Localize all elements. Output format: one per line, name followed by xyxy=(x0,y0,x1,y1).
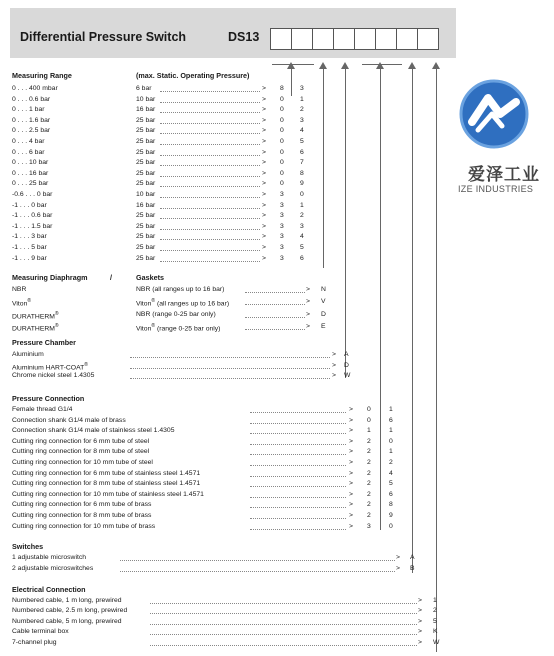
arrow-glyph: > xyxy=(418,617,422,625)
code-digit: 9 xyxy=(389,512,393,519)
code-digit: 0 xyxy=(367,406,371,413)
diaphragm-label xyxy=(12,310,59,321)
dotted-leader xyxy=(120,566,395,572)
pressure-label: 25 bar xyxy=(136,159,156,167)
range-label: 0 . . . 2.5 bar xyxy=(12,127,51,135)
code-digit: 6 xyxy=(300,148,304,156)
connection-label: Connection shank G1/4 male of brass xyxy=(12,416,126,424)
switch-label: 2 adjustable microswitches xyxy=(12,564,94,572)
pressure-label: 25 bar xyxy=(136,254,156,262)
code-letter: W xyxy=(433,638,440,646)
arrow-glyph: > xyxy=(262,191,266,198)
code-digit: 1 xyxy=(389,406,393,413)
chamber-text: Chrome nickel steel 1.4305 xyxy=(12,372,95,380)
code-digit: 2 xyxy=(367,512,371,519)
pressure-label: 6 bar xyxy=(136,85,152,92)
code-digit: 4 xyxy=(389,469,393,477)
arrow-glyph: > xyxy=(262,116,266,124)
arrow-glyph: > xyxy=(262,244,266,251)
pressure-label: 25 bar xyxy=(136,244,156,251)
pressure-label: 25 bar xyxy=(136,138,156,145)
dotted-leader xyxy=(250,481,346,487)
dotted-leader xyxy=(160,181,260,187)
dotted-leader xyxy=(245,287,305,293)
connection-label: Cutting ring connection for 6 mm tube of steel xyxy=(12,437,150,445)
gasket-text: NBR (range 0-25 bar only) xyxy=(136,310,216,318)
range-label: 0 . . . 6 bar xyxy=(12,148,45,156)
dotted-leader xyxy=(160,128,260,134)
registered-mark: ® xyxy=(84,361,88,368)
arrow-glyph: > xyxy=(262,169,266,177)
bracket-line xyxy=(272,64,314,65)
dotted-leader xyxy=(250,428,346,434)
code-digit: 5 xyxy=(300,244,304,251)
dotted-leader xyxy=(160,97,260,103)
code-digit: 0 xyxy=(389,522,393,530)
code-digit: 0 xyxy=(389,437,393,445)
code-digit: 4 xyxy=(300,127,304,135)
measuring-range-heading: Measuring Range xyxy=(12,71,72,80)
registered-mark: ® xyxy=(54,310,59,317)
code-digit: 7 xyxy=(300,159,304,167)
code-letter: K xyxy=(433,628,438,636)
dotted-leader xyxy=(250,513,346,519)
arrow-glyph: > xyxy=(418,638,422,646)
code-digit: 2 xyxy=(367,469,371,477)
arrow-glyph: > xyxy=(349,480,353,488)
connection-label: Connection shank G1/4 male of stainless steel 1.4305 xyxy=(12,427,175,435)
pressure-label: 10 bar xyxy=(136,191,156,198)
gasket-label xyxy=(136,310,216,319)
code-digit: 8 xyxy=(280,85,284,92)
dotted-leader xyxy=(250,418,346,424)
range-label: 0 . . . 4 bar xyxy=(12,138,45,145)
arrow-glyph: > xyxy=(332,361,336,369)
code-letter: E xyxy=(321,323,326,331)
code-digit: 0 xyxy=(280,148,284,156)
dotted-leader xyxy=(245,299,305,305)
pressure-label: 25 bar xyxy=(136,180,156,188)
connector-line xyxy=(412,68,413,573)
dotted-leader xyxy=(160,203,260,209)
pressure-label: 25 bar xyxy=(136,148,156,156)
code-digit: 3 xyxy=(280,212,284,220)
code-letter: N xyxy=(321,286,326,293)
code-digit: 2 xyxy=(367,437,371,445)
arrow-glyph: > xyxy=(349,448,353,456)
dotted-leader xyxy=(160,224,260,230)
gaskets-heading: Gaskets xyxy=(136,273,164,282)
dotted-leader xyxy=(250,407,346,413)
diaphragm-text: NBR xyxy=(12,286,27,293)
arrow-glyph: > xyxy=(262,180,266,188)
code-digit: 3 xyxy=(280,201,284,209)
measuring-range-subheading: (max. Static. Operating Pressure) xyxy=(136,71,250,80)
connection-label: Cutting ring connection for 8 mm tube of stainless steel 1.4571 xyxy=(12,480,201,488)
arrow-glyph: > xyxy=(396,554,400,561)
code-digit: 2 xyxy=(367,480,371,488)
arrow-glyph: > xyxy=(332,351,336,358)
arrow-glyph: > xyxy=(306,310,310,318)
dotted-leader xyxy=(130,363,330,369)
code-digit: 5 xyxy=(300,138,304,145)
pressure-label: 25 bar xyxy=(136,222,156,230)
code-letter: A xyxy=(344,351,349,358)
code-box xyxy=(270,28,292,50)
pressure-label: 16 bar xyxy=(136,201,156,209)
range-label: -1 . . . 0.6 bar xyxy=(12,212,53,220)
code-digit: 0 xyxy=(300,191,304,198)
range-label: -1 . . . 1.5 bar xyxy=(12,222,53,230)
code-digit: 3 xyxy=(280,233,284,241)
ize-logo-icon xyxy=(458,78,530,150)
arrow-glyph: > xyxy=(332,372,336,380)
chamber-label xyxy=(12,371,94,380)
pressure-label: 25 bar xyxy=(136,169,156,177)
electrical-label: Cable terminal box xyxy=(12,628,69,636)
dotted-leader xyxy=(160,245,260,251)
code-box xyxy=(417,28,439,50)
arrow-glyph: > xyxy=(418,607,422,615)
arrow-glyph: > xyxy=(262,85,266,92)
dotted-leader xyxy=(160,171,260,177)
code-letter: 1 xyxy=(433,597,437,604)
switches-heading: Switches xyxy=(12,542,44,551)
dotted-leader xyxy=(160,139,260,145)
arrow-glyph: > xyxy=(349,522,353,530)
connector-line xyxy=(380,68,381,530)
arrow-glyph: > xyxy=(349,406,353,413)
arrow-glyph: > xyxy=(262,201,266,209)
code-digit: 0 xyxy=(280,169,284,177)
arrow-glyph: > xyxy=(349,501,353,509)
arrow-glyph: > xyxy=(262,212,266,220)
dotted-leader xyxy=(160,192,260,198)
dotted-leader xyxy=(130,352,330,358)
gasket-text-rest: (range 0-25 bar only) xyxy=(155,325,221,333)
code-digit: 9 xyxy=(300,180,304,188)
chamber-heading: Pressure Chamber xyxy=(12,338,76,347)
code-digit: 0 xyxy=(280,127,284,135)
arrow-glyph: > xyxy=(396,564,400,572)
code-digit: 0 xyxy=(280,95,284,103)
connector-line xyxy=(323,68,324,268)
range-label: -1 . . . 0 bar xyxy=(12,201,47,209)
connector-line xyxy=(436,68,437,652)
electrical-label: 7-channel plug xyxy=(12,638,57,646)
code-digit: 6 xyxy=(300,254,304,262)
connection-label: Cutting ring connection for 10 mm tube of brass xyxy=(12,522,156,530)
dotted-leader xyxy=(150,640,417,646)
diaphragm-text: Viton xyxy=(12,300,28,308)
gasket-text: Viton xyxy=(136,300,152,308)
dotted-leader xyxy=(250,439,346,445)
code-box xyxy=(333,28,355,50)
code-digit: 1 xyxy=(367,427,371,435)
electrical-label: Numbered cable, 5 m long, prewired xyxy=(12,617,122,625)
code-letter: B xyxy=(410,564,415,572)
code-digit: 2 xyxy=(367,501,371,509)
code-digit: 3 xyxy=(300,222,304,230)
arrow-glyph: > xyxy=(306,286,310,293)
code-digit: 3 xyxy=(300,116,304,124)
code-digit: 0 xyxy=(280,159,284,167)
dotted-leader xyxy=(250,524,346,530)
connection-label: Cutting ring connection for 8 mm tube of steel xyxy=(12,448,150,456)
code-digit: 2 xyxy=(300,212,304,220)
pressure-label: 16 bar xyxy=(136,106,156,114)
arrow-glyph: > xyxy=(262,222,266,230)
code-digit: 2 xyxy=(389,459,393,466)
gasket-text: NBR (all ranges up to 16 bar) xyxy=(136,286,225,293)
dotted-leader xyxy=(160,234,260,240)
dotted-leader xyxy=(160,160,260,166)
gasket-label xyxy=(136,297,229,308)
arrow-glyph: > xyxy=(418,628,422,636)
code-digit: 3 xyxy=(367,522,371,530)
diaphragm-text: DURATHERM xyxy=(12,313,55,321)
page-title: Differential Pressure Switch xyxy=(20,30,187,44)
order-code-boxes xyxy=(270,28,438,50)
registered-mark: ® xyxy=(54,323,59,330)
code-digit: 3 xyxy=(280,191,284,198)
chamber-text: Aluminium HART-COAT xyxy=(12,363,85,371)
arrow-glyph: > xyxy=(349,469,353,477)
dotted-leader xyxy=(150,608,417,614)
range-label: 0 . . . 400 mbar xyxy=(12,85,58,92)
connection-label: Cutting ring connection for 6 mm tube of brass xyxy=(12,501,152,509)
arrow-glyph: > xyxy=(262,127,266,135)
dotted-leader xyxy=(250,492,346,498)
arrow-glyph: > xyxy=(418,597,422,604)
code-digit: 2 xyxy=(367,459,371,466)
dotted-leader xyxy=(120,555,395,561)
dotted-leader xyxy=(150,629,417,635)
range-label: -1 . . . 9 bar xyxy=(12,254,47,262)
code-digit: 0 xyxy=(280,106,284,114)
range-label: 0 . . . 10 bar xyxy=(12,159,49,167)
range-label: 0 . . . 25 bar xyxy=(12,180,49,188)
range-label: -1 . . . 5 bar xyxy=(12,244,47,251)
code-digit: 3 xyxy=(280,222,284,230)
dotted-leader xyxy=(160,118,260,124)
dotted-leader xyxy=(130,373,330,379)
pressure-label: 25 bar xyxy=(136,127,156,135)
pressure-label: 10 bar xyxy=(136,95,156,103)
electrical-label: Numbered cable, 2.5 m long, prewired xyxy=(12,607,128,615)
diaphragm-text: DURATHERM xyxy=(12,325,55,333)
registered-mark: ® xyxy=(151,298,156,305)
code-letter: 2 xyxy=(433,607,437,615)
arrow-glyph: > xyxy=(262,95,266,103)
connection-label: Cutting ring connection for 10 mm tube of steel xyxy=(12,459,153,466)
chamber-label xyxy=(12,361,88,372)
code-digit: 1 xyxy=(300,95,304,103)
dotted-leader xyxy=(250,460,346,466)
code-letter: 5 xyxy=(433,617,437,625)
code-digit: 3 xyxy=(280,254,284,262)
arrow-glyph: > xyxy=(349,427,353,435)
code-box xyxy=(312,28,334,50)
arrow-glyph: > xyxy=(262,106,266,114)
code-digit: 3 xyxy=(300,85,304,92)
range-label: -1 . . . 3 bar xyxy=(12,233,47,241)
arrow-glyph: > xyxy=(306,298,310,306)
arrow-glyph: > xyxy=(349,490,353,498)
dotted-leader xyxy=(160,150,260,156)
dotted-leader xyxy=(160,107,260,113)
code-box xyxy=(291,28,313,50)
pressure-label: 25 bar xyxy=(136,233,156,241)
code-box xyxy=(375,28,397,50)
code-digit: 8 xyxy=(389,501,393,509)
code-box xyxy=(354,28,376,50)
dotted-leader xyxy=(150,598,417,604)
range-label: 0 . . . 1 bar xyxy=(12,106,45,114)
pressure-label: 25 bar xyxy=(136,116,156,124)
code-digit: 2 xyxy=(300,106,304,114)
diaphragm-label xyxy=(12,297,31,308)
code-digit: 5 xyxy=(389,480,393,488)
code-digit: 6 xyxy=(389,490,393,498)
electrical-label: Numbered cable, 1 m long, prewired xyxy=(12,597,122,604)
logo-english-text: IZE INDUSTRIES xyxy=(458,184,534,194)
code-digit: 0 xyxy=(280,180,284,188)
chamber-text: Aluminium xyxy=(12,351,44,358)
code-digit: 0 xyxy=(280,116,284,124)
arrow-glyph: > xyxy=(262,254,266,262)
arrow-glyph: > xyxy=(349,512,353,519)
code-digit: 0 xyxy=(280,138,284,145)
arrow-glyph: > xyxy=(262,138,266,145)
dotted-leader xyxy=(150,619,417,625)
code-letter: W xyxy=(344,372,351,380)
diaphragm-slash: / xyxy=(110,273,112,282)
code-digit: 1 xyxy=(300,201,304,209)
code-digit: 8 xyxy=(300,169,304,177)
code-box xyxy=(396,28,418,50)
dotted-leader xyxy=(245,312,305,318)
code-letter: A xyxy=(410,554,415,561)
logo-chinese-text: 爱泽工业 xyxy=(468,165,540,184)
gasket-label xyxy=(136,322,220,333)
code-digit: 1 xyxy=(389,448,393,456)
gasket-text: Viton xyxy=(136,325,152,333)
arrow-glyph: > xyxy=(262,233,266,241)
connector-line xyxy=(345,68,346,378)
model-code: DS13 xyxy=(228,30,260,44)
code-letter: D xyxy=(321,310,326,318)
diaphragm-label xyxy=(12,322,59,333)
registered-mark: ® xyxy=(27,298,32,305)
arrow-glyph: > xyxy=(349,459,353,466)
dotted-leader xyxy=(250,502,346,508)
arrow-glyph: > xyxy=(262,159,266,167)
arrow-glyph: > xyxy=(349,437,353,445)
dotted-leader xyxy=(160,213,260,219)
chamber-label xyxy=(12,350,44,359)
registered-mark: ® xyxy=(151,323,156,330)
range-label: 0 . . . 16 bar xyxy=(12,169,49,177)
switch-label: 1 adjustable microswitch xyxy=(12,554,87,561)
code-digit: 1 xyxy=(389,427,393,435)
connection-label: Female thread G1/4 xyxy=(12,406,73,413)
dotted-leader xyxy=(160,256,260,262)
gasket-text-rest: (all ranges up to 16 bar) xyxy=(155,300,230,308)
arrow-glyph: > xyxy=(262,148,266,156)
pressure-label: 25 bar xyxy=(136,212,156,220)
electrical-heading: Electrical Connection xyxy=(12,585,86,594)
diaphragm-heading: Measuring Diaphragm xyxy=(12,273,88,282)
dotted-leader xyxy=(250,471,346,477)
range-label: 0 . . . 1.6 bar xyxy=(12,116,51,124)
connection-label: Cutting ring connection for 10 mm tube of stainless steel 1.4571 xyxy=(12,490,204,498)
code-digit: 2 xyxy=(367,490,371,498)
range-label: 0 . . . 0.6 bar xyxy=(12,95,51,103)
gasket-label xyxy=(136,285,224,294)
code-digit: 4 xyxy=(300,233,304,241)
bracket-line xyxy=(362,64,402,65)
code-digit: 6 xyxy=(389,416,393,424)
connection-label: Cutting ring connection for 8 mm tube of brass xyxy=(12,512,152,519)
code-digit: 2 xyxy=(367,448,371,456)
code-digit: 0 xyxy=(367,416,371,424)
dotted-leader xyxy=(250,449,346,455)
connection-label: Cutting ring connection for 6 mm tube of stainless steel 1.4571 xyxy=(12,469,201,477)
arrow-glyph: > xyxy=(306,323,310,331)
connection-heading: Pressure Connection xyxy=(12,394,85,403)
range-label: -0.6 . . . 0 bar xyxy=(12,191,53,198)
arrow-glyph: > xyxy=(349,416,353,424)
code-letter: D xyxy=(344,361,349,369)
dotted-leader xyxy=(160,86,260,92)
dotted-leader xyxy=(245,324,305,330)
connector-line xyxy=(291,68,292,96)
code-digit: 3 xyxy=(280,244,284,251)
diaphragm-label xyxy=(12,285,26,294)
code-letter: V xyxy=(321,298,326,306)
